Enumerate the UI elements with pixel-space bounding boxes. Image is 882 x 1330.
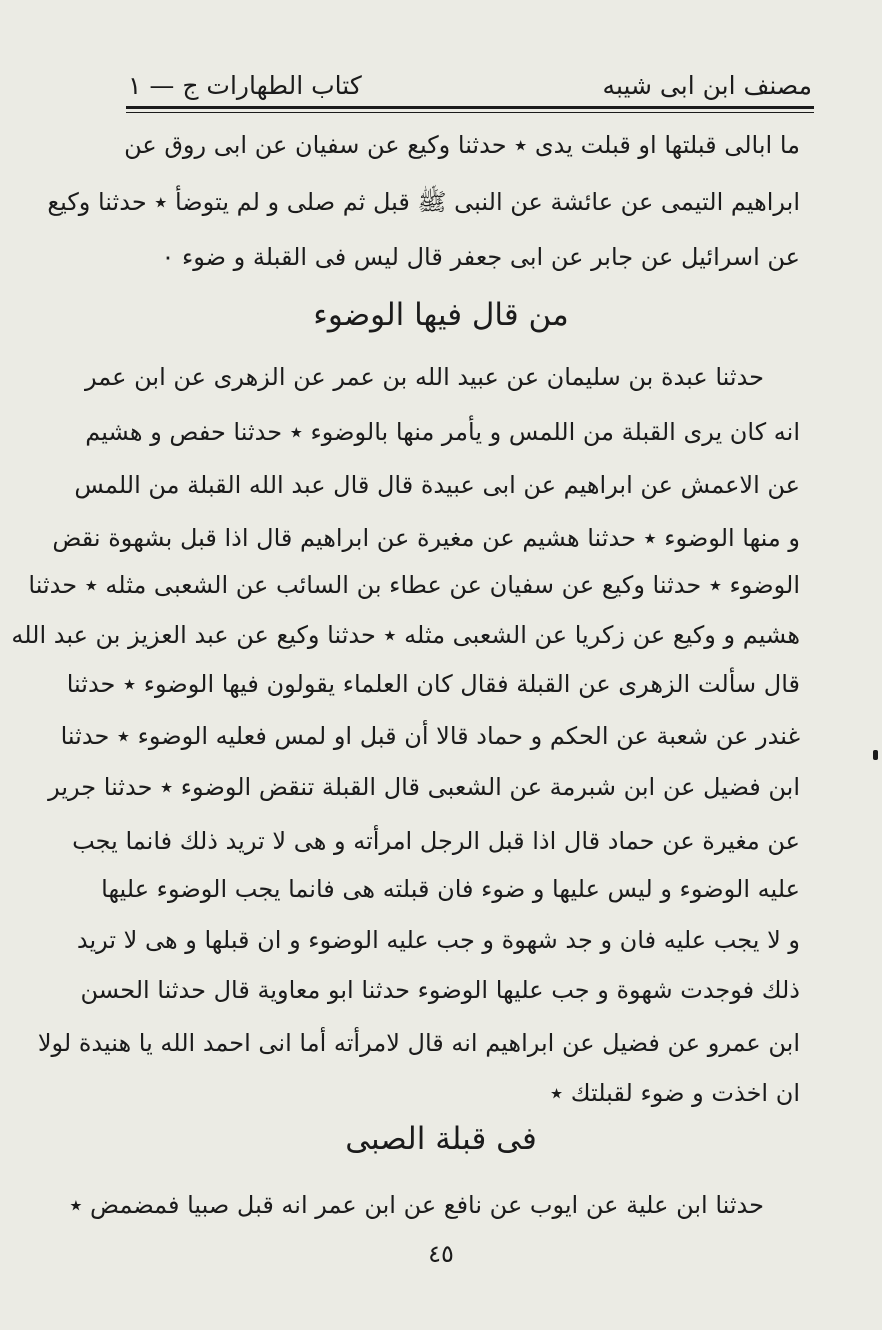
text-line: و منها الوضوء ٭ حدثنا هشيم عن مغيرة عن ابراهيم قال اذا قبل بشهوة نقض [52,524,800,552]
text-line: ان اخذت و ضوء لقبلتك ٭ [550,1079,800,1107]
ink-mark [873,750,878,760]
text-line: ابن عمرو عن فضيل عن ابراهيم انه قال لامرأته أما انى احمد الله يا هنيدة لولا [37,1029,800,1057]
text-line: عن الاعمش عن ابراهيم عن ابى عبيدة قال قال عبد الله القبلة من اللمس [74,471,800,499]
text-line: هشيم و وكيع عن زكريا عن الشعبى مثله ٭ حدثنا وكيع عن عبد العزيز بن عبد الله [11,621,800,649]
page-number: ٤٥ [428,1240,454,1268]
book-title: مصنف ابن ابى شيبه [602,71,812,100]
text-line: عليه الوضوء و ليس عليها و ضوء فان قبلته هى فانما يجب الوضوء عليها [101,875,800,903]
text-line: غندر عن شعبة عن الحكم و حماد قالا أن قبل او لمس فعليه الوضوء ٭ حدثنا [60,722,800,750]
text-line: حدثنا عبدة بن سليمان عن عبيد الله بن عمر عن الزهرى عن ابن عمر [85,363,764,391]
text-line: انه كان يرى القبلة من اللمس و يأمر منها بالوضوء ٭ حدثنا حفص و هشيم [85,418,800,446]
header-rule-thin [126,112,814,113]
text-line: و لا يجب عليه فان و جد شهوة و جب عليه الوضوء و ان قبلها و هى لا تريد [76,926,800,954]
text-line: عن اسرائيل عن جابر عن ابى جعفر قال ليس فى القبلة و ضوء ٠ [161,243,800,271]
text-line: الوضوء ٭ حدثنا وكيع عن سفيان عن عطاء بن السائب عن الشعبى مثله ٭ حدثنا [28,571,800,599]
page-header [128,58,812,100]
text-line: عن مغيرة عن حماد قال اذا قبل الرجل امرأته و هى لا تريد ذلك فانما يجب [72,827,800,855]
text-line: حدثنا ابن علية عن ايوب عن نافع عن ابن عمر انه قبل صبيا فمضمض ٭ [69,1191,764,1219]
text-line: قال سألت الزهرى عن القبلة فقال كان العلماء يقولون فيها الوضوء ٭ حدثنا [66,670,800,698]
section-heading: من قال فيها الوضوء [313,297,569,333]
section-heading: فى قبلة الصبى [345,1121,537,1157]
text-line: ما ابالى قبلتها او قبلت يدى ٭ حدثنا وكيع عن سفيان عن ابى روق عن [124,131,800,159]
text-line: ابراهيم التيمى عن عائشة عن النبى ﷺ قبل ثم صلى و لم يتوضأ ٭ حدثنا وكيع [47,188,800,216]
text-line: ذلك فوجدت شهوة و جب عليها الوضوء حدثنا ابو معاوية قال حدثنا الحسن [80,976,800,1004]
header-rule-thick [126,106,814,109]
text-line: ابن فضيل عن ابن شبرمة عن الشعبى قال القبلة تنقض الوضوء ٭ حدثنا جرير [48,773,800,801]
chapter-title: كتاب الطهارات ج — ١ [128,71,362,100]
